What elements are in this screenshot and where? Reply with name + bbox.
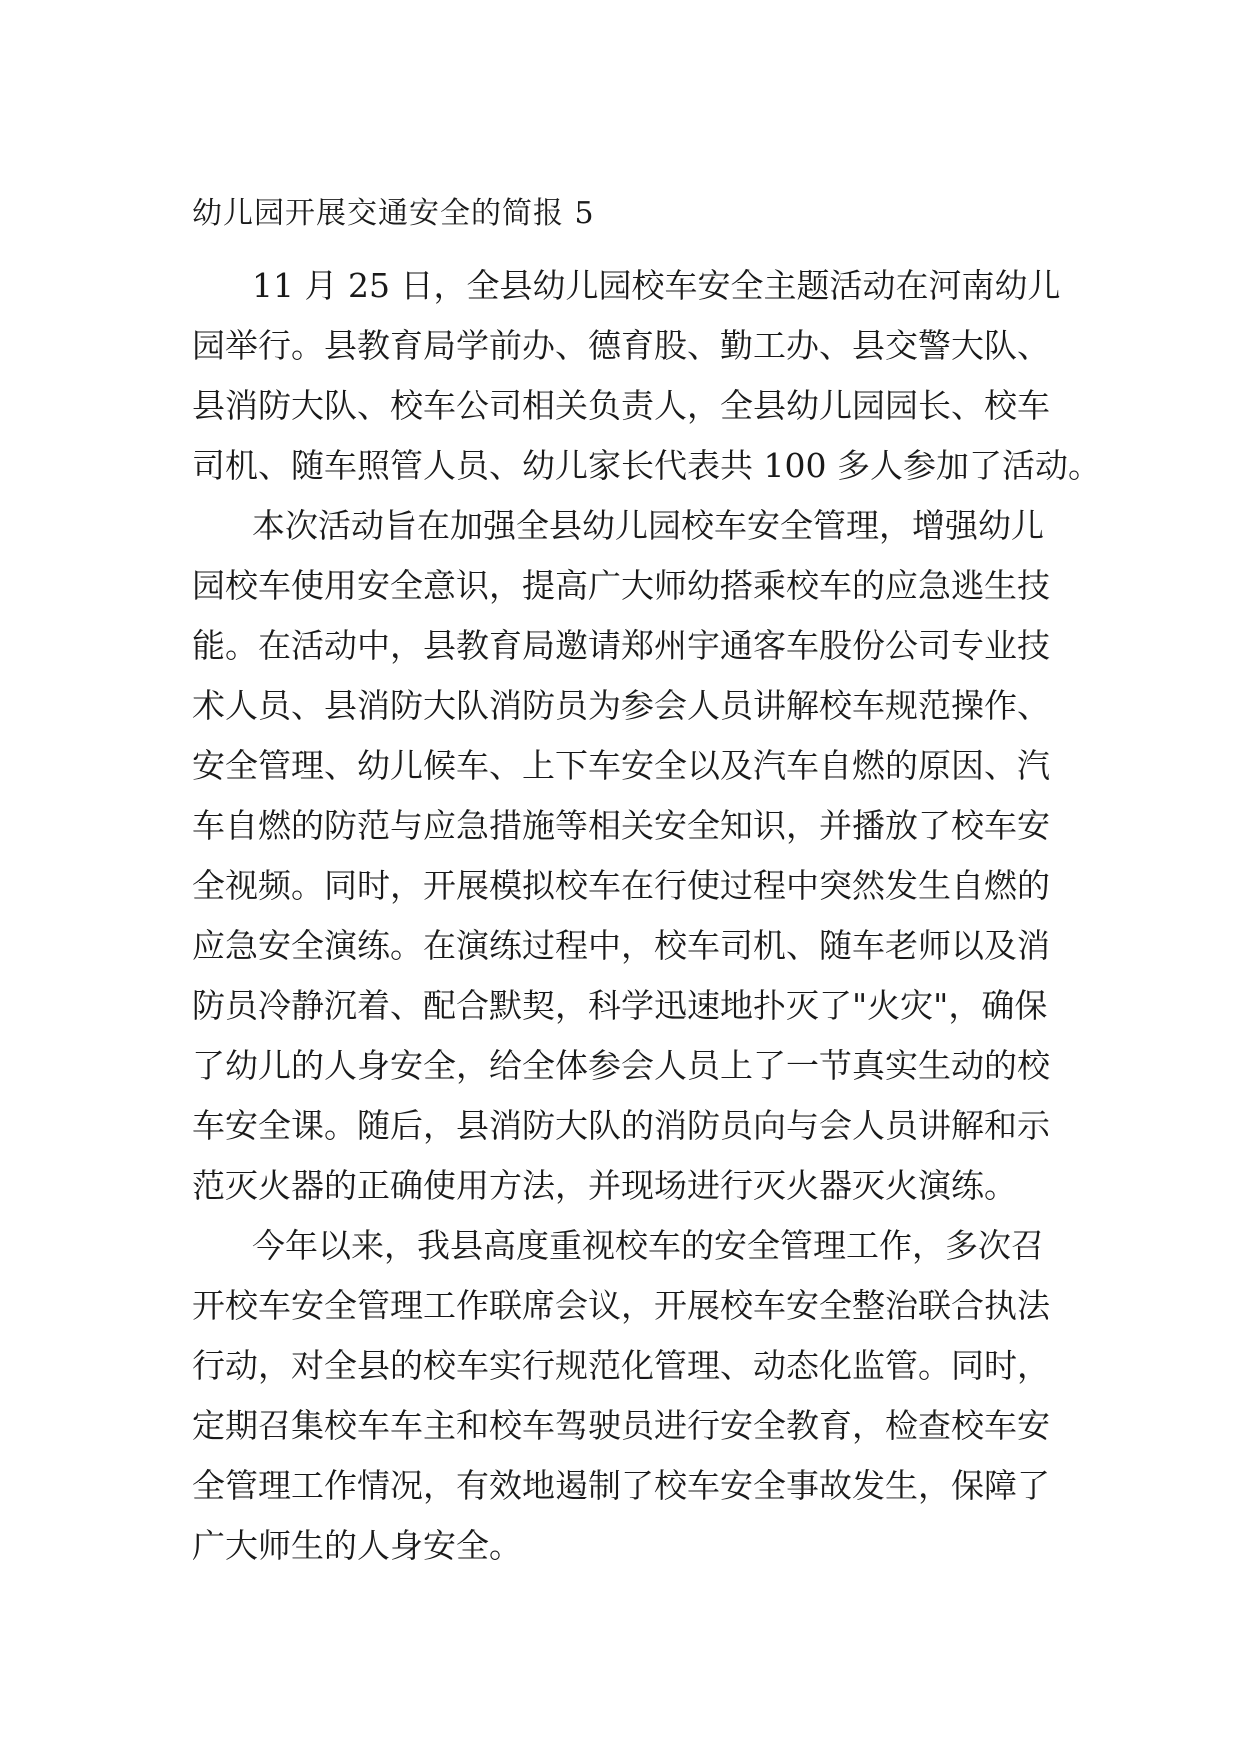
paragraph-line: 园校车使用安全意识，提高广大师幼搭乘校车的应急逃生技 (192, 566, 1050, 605)
paragraph-line: 11 月 25 日，全县幼儿园校车安全主题活动在河南幼儿 (252, 266, 1061, 305)
paragraph-line: 县消防大队、校车公司相关负责人，全县幼儿园园长、校车 (192, 386, 1050, 425)
document-title: 幼儿园开展交通安全的简报 5 (192, 196, 595, 231)
paragraph-line: 行动，对全县的校车实行规范化管理、动态化监管。同时， (192, 1346, 1050, 1385)
paragraph-line: 应急安全演练。在演练过程中，校车司机、随车老师以及消 (192, 926, 1050, 965)
paragraph-line: 定期召集校车车主和校车驾驶员进行安全教育，检查校车安 (192, 1406, 1050, 1445)
paragraph-line: 了幼儿的人身安全，给全体参会人员上了一节真实生动的校 (192, 1046, 1050, 1085)
paragraph-line: 车安全课。随后，县消防大队的消防员向与会人员讲解和示 (192, 1106, 1050, 1145)
paragraph-line: 范灭火器的正确使用方法，并现场进行灭火器灭火演练。 (192, 1166, 1017, 1205)
paragraph-line: 防员冷静沉着、配合默契，科学迅速地扑灭了"火灾"，确保 (192, 986, 1048, 1025)
paragraph-line: 能。在活动中，县教育局邀请郑州宇通客车股份公司专业技 (192, 626, 1050, 665)
paragraph-line: 全视频。同时，开展模拟校车在行使过程中突然发生自燃的 (192, 866, 1050, 905)
paragraph-line: 安全管理、幼儿候车、上下车安全以及汽车自燃的原因、汽 (192, 746, 1050, 785)
paragraph-line: 本次活动旨在加强全县幼儿园校车安全管理，增强幼儿 (252, 506, 1044, 545)
paragraph-line: 广大师生的人身安全。 (192, 1526, 522, 1565)
paragraph-line: 术人员、县消防大队消防员为参会人员讲解校车规范操作、 (192, 686, 1050, 725)
paragraph-line: 全管理工作情况，有效地遏制了校车安全事故发生，保障了 (192, 1466, 1050, 1505)
paragraph-line: 开校车安全管理工作联席会议，开展校车安全整治联合执法 (192, 1286, 1050, 1325)
paragraph-line: 园举行。县教育局学前办、德育股、勤工办、县交警大队、 (192, 326, 1050, 365)
paragraph-line: 司机、随车照管人员、幼儿家长代表共 100 多人参加了活动。 (192, 446, 1101, 485)
paragraph-line: 车自燃的防范与应急措施等相关安全知识，并播放了校车安 (192, 806, 1050, 845)
paragraph-line: 今年以来，我县高度重视校车的安全管理工作，多次召 (252, 1226, 1044, 1265)
